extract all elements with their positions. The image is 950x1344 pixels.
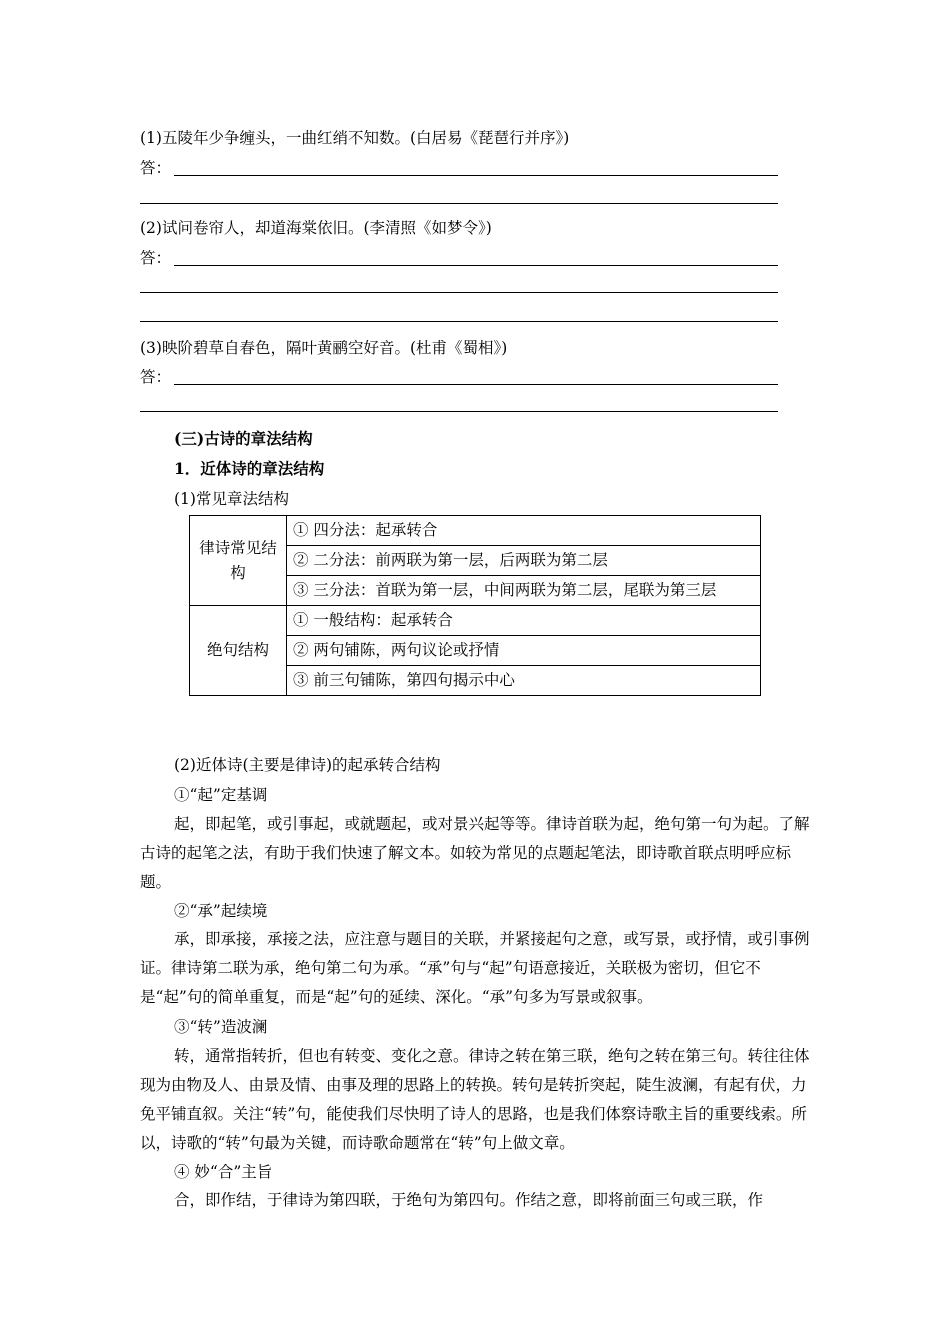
question-1-answer-line[interactable] — [140, 156, 778, 176]
table-cell: ① 一般结构：起承转合 — [287, 606, 761, 636]
section-subtitle: 1．近体诗的章法结构 — [174, 459, 325, 478]
blank-answer-line[interactable] — [140, 411, 778, 412]
part-paragraph: 承，即承接，承接之法，应注意与题目的关联，并紧接起句之意，或写景，或抒情，或引事例证。律诗第二联为承，绝句第二句为承。“承”句与“起”句语意接近，关联极为密切，但它不是“起”句的简单重复，而是“起”句的延续、深化。“承”句多为写景或叙事。 — [140, 930, 810, 1006]
blank-answer-line[interactable] — [140, 203, 778, 204]
part-heading: ④ 妙“合”主旨 — [174, 1163, 273, 1181]
category-cell: 绝句结构 — [190, 606, 287, 696]
table-cell: ③ 三分法：首联为第一层，中间两联为第二层，尾联为第三层 — [287, 576, 761, 606]
part-heading: ①“起”定基调 — [174, 786, 268, 804]
answer-rule — [174, 384, 778, 385]
structure-table — [189, 515, 761, 696]
subsection-1-heading: (1)常见章法结构 — [174, 490, 289, 508]
part-heading: ③“转”造波澜 — [174, 1018, 268, 1036]
table-row — [190, 606, 761, 636]
answer-label: 答： — [140, 249, 172, 267]
part-paragraph: 合，即作结，于律诗为第四联，于绝句为第四句。作结之意，即将前面三句或三联，作 — [174, 1191, 764, 1209]
question-3-answer-line[interactable] — [140, 365, 778, 385]
answer-label: 答： — [140, 159, 172, 177]
question-3-prompt: (3)映阶碧草自春色，隔叶黄鹂空好音。(杜甫《蜀相》) — [140, 339, 508, 357]
table-cell: ② 二分法：前两联为第一层，后两联为第二层 — [287, 546, 761, 576]
answer-rule — [174, 175, 778, 176]
table-cell: ③ 前三句铺陈，第四句揭示中心 — [287, 666, 761, 696]
blank-answer-line[interactable] — [140, 321, 778, 322]
question-2-prompt: (2)试问卷帘人，却道海棠依旧。(李清照《如梦令》) — [140, 219, 492, 237]
question-2-answer-line[interactable] — [140, 246, 778, 266]
question-1-prompt: (1)五陵年少争缠头，一曲红绡不知数。(白居易《琵琶行并序》) — [140, 129, 570, 147]
part-paragraph: 起，即起笔，或引事起，或就题起，或对景兴起等等。律诗首联为起，绝句第一句为起。了解古诗的起笔之法，有助于我们快速了解文本。如较为常见的点题起笔法，即诗歌首联点明呼应标题。 — [140, 815, 810, 891]
category-cell: 律诗常见结构 — [190, 516, 287, 606]
table-cell: ② 两句铺陈，两句议论或抒情 — [287, 636, 761, 666]
subsection-2-heading: (2)近体诗(主要是律诗)的起承转合结构 — [174, 756, 441, 774]
answer-label: 答： — [140, 368, 172, 386]
answer-rule — [174, 265, 778, 266]
table-row — [190, 516, 761, 546]
table-cell: ① 四分法：起承转合 — [287, 516, 761, 546]
blank-answer-line[interactable] — [140, 292, 778, 293]
part-heading: ②“承”起续境 — [174, 902, 268, 920]
part-paragraph: 转，通常指转折，但也有转变、变化之意。律诗之转在第三联，绝句之转在第三句。转往往体现为由物及人、由景及情、由事及理的思路上的转换。转句是转折突起，陡生波澜，有起有伏，力免平铺直叙。关注“转”句，能使我们尽快明了诗人的思路，也是我们体察诗歌主旨的重要线索。所以，诗歌的“转”句最为关键，而诗歌命题常在“转”句上做文章。 — [140, 1047, 810, 1152]
section-title: (三)古诗的章法结构 — [174, 429, 313, 448]
